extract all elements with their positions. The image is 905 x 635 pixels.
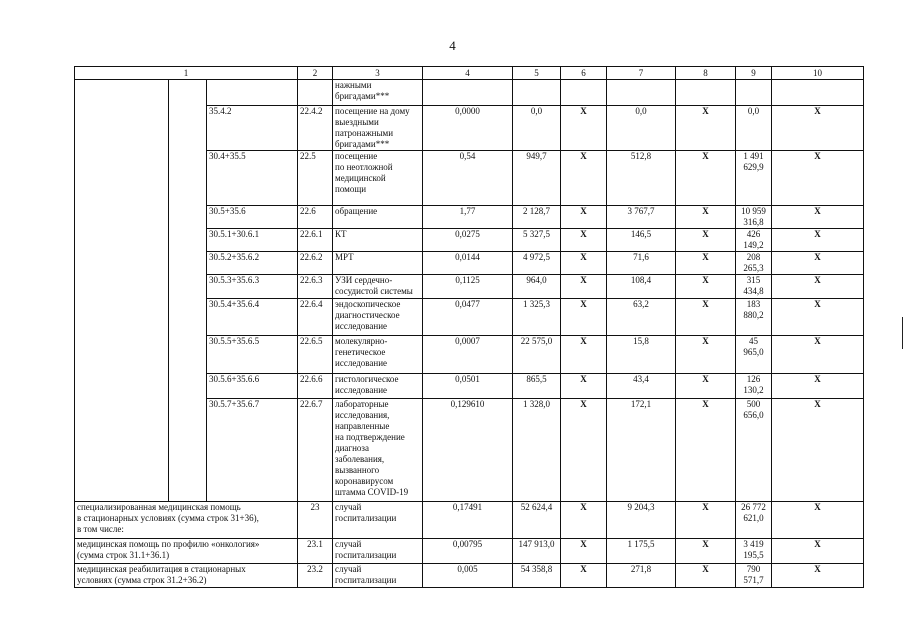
- summary-row-number: 23: [298, 502, 333, 539]
- summary-row: [75, 502, 864, 539]
- data-table: [74, 66, 864, 588]
- row-code: 30.5.7+35.6.7: [207, 399, 298, 502]
- cell-c5: 22 575,0: [513, 336, 561, 374]
- cell-c10: Х: [772, 275, 864, 299]
- row-code: 35.4.2: [207, 106, 298, 151]
- summary-cell-c10: Х: [772, 502, 864, 539]
- row-unit: нажными бригадами***: [333, 80, 423, 106]
- cell-c5: 2 128,7: [513, 206, 561, 229]
- row-code: 30.5.2+35.6.2: [207, 252, 298, 275]
- row-unit: МРТ: [333, 252, 423, 275]
- cell-c8: Х: [676, 206, 736, 229]
- summary-row-number: 23.2: [298, 564, 333, 588]
- row-code: 30.5.6+35.6.6: [207, 374, 298, 399]
- row-unit: УЗИ сердечно- сосудистой системы: [333, 275, 423, 299]
- cell-c6: Х: [561, 106, 607, 151]
- row-code: 30.5+35.6: [207, 206, 298, 229]
- cell-c5: 1 325,3: [513, 299, 561, 336]
- cell-c8: Х: [676, 399, 736, 502]
- cell-c10: Х: [772, 374, 864, 399]
- cell-c7: 146,5: [607, 229, 676, 252]
- header-col-6: 6: [561, 67, 607, 80]
- cell-c9: [736, 80, 772, 106]
- summary-row: [75, 539, 864, 564]
- summary-cell-c6: Х: [561, 539, 607, 564]
- summary-cell-c6: Х: [561, 564, 607, 588]
- cell-c8: Х: [676, 275, 736, 299]
- header-col-8: 8: [676, 67, 736, 80]
- cell-c4: [423, 80, 513, 106]
- row-number: 22.4.2: [298, 106, 333, 151]
- cell-c10: Х: [772, 299, 864, 336]
- cell-c4: 0,0000: [423, 106, 513, 151]
- summary-unit: случай госпитализации: [333, 502, 423, 539]
- cell-c8: [676, 80, 736, 106]
- row-code: 30.5.4+35.6.4: [207, 299, 298, 336]
- blank-cell: [169, 80, 207, 502]
- cell-c4: 0,0501: [423, 374, 513, 399]
- summary-cell-c7: 271,8: [607, 564, 676, 588]
- row-unit: КТ: [333, 229, 423, 252]
- scan-artifact-line: [902, 317, 903, 349]
- cell-c9: 183 880,2: [736, 299, 772, 336]
- row-number: 22.6.2: [298, 252, 333, 275]
- cell-c4: 0,0144: [423, 252, 513, 275]
- cell-c5: 1 328,0: [513, 399, 561, 502]
- row-unit: лабораторные исследования, направленные на подтверждение диагноза заболевания, вызванного коронавирусом штамма COVID-19: [333, 399, 423, 502]
- row-number: 22.6.1: [298, 229, 333, 252]
- cell-c5: [513, 80, 561, 106]
- summary-cell-c5: 52 624,4: [513, 502, 561, 539]
- header-col-1: 1: [75, 67, 298, 80]
- cell-c9: 208 265,3: [736, 252, 772, 275]
- row-code: 30.5.1+30.6.1: [207, 229, 298, 252]
- summary-row-number: 23.1: [298, 539, 333, 564]
- summary-cell-c9: 26 772 621,0: [736, 502, 772, 539]
- summary-cell-c8: Х: [676, 502, 736, 539]
- summary-cell-c9: 790 571,7: [736, 564, 772, 588]
- row-unit: обращение: [333, 206, 423, 229]
- header-col-10: 10: [772, 67, 864, 80]
- summary-unit: случай госпитализации: [333, 564, 423, 588]
- cell-c6: Х: [561, 229, 607, 252]
- cell-c10: Х: [772, 151, 864, 206]
- cell-c7: [607, 80, 676, 106]
- cell-c10: Х: [772, 229, 864, 252]
- cell-c4: 0,54: [423, 151, 513, 206]
- cell-c4: 0,129610: [423, 399, 513, 502]
- row-number: 22.6.3: [298, 275, 333, 299]
- header-col-7: 7: [607, 67, 676, 80]
- cell-c5: 865,5: [513, 374, 561, 399]
- summary-description: специализированная медицинская помощь в стационарных условиях (сумма строк 31+36), в том числе:: [75, 502, 298, 539]
- blank-cell: [75, 80, 169, 502]
- cell-c6: Х: [561, 275, 607, 299]
- row-code: 30.5.3+35.6.3: [207, 275, 298, 299]
- cell-c7: 3 767,7: [607, 206, 676, 229]
- cell-c5: 4 972,5: [513, 252, 561, 275]
- cell-c5: 5 327,5: [513, 229, 561, 252]
- summary-row: [75, 564, 864, 588]
- summary-cell-c9: 3 419 195,5: [736, 539, 772, 564]
- cell-c6: Х: [561, 252, 607, 275]
- cell-c9: 500 656,0: [736, 399, 772, 502]
- header-col-9: 9: [736, 67, 772, 80]
- summary-cell-c10: Х: [772, 564, 864, 588]
- cell-c6: Х: [561, 151, 607, 206]
- summary-description: медицинская реабилитация в стационарных условиях (сумма строк 31.2+36.2): [75, 564, 298, 588]
- row-number: 22.6.6: [298, 374, 333, 399]
- summary-cell-c5: 54 358,8: [513, 564, 561, 588]
- cell-c6: Х: [561, 206, 607, 229]
- row-code: [207, 80, 298, 106]
- cell-c10: Х: [772, 399, 864, 502]
- cell-c8: Х: [676, 374, 736, 399]
- row-unit: гистологическое исследование: [333, 374, 423, 399]
- cell-c8: Х: [676, 106, 736, 151]
- cell-c7: 63,2: [607, 299, 676, 336]
- cell-c5: 964,0: [513, 275, 561, 299]
- cell-c9: 45 965,0: [736, 336, 772, 374]
- summary-cell-c8: Х: [676, 539, 736, 564]
- row-unit: посещение по неотложной медицинской помощи: [333, 151, 423, 206]
- cell-c7: 108,4: [607, 275, 676, 299]
- cell-c5: 949,7: [513, 151, 561, 206]
- cell-c6: Х: [561, 299, 607, 336]
- cell-c9: 1 491 629,9: [736, 151, 772, 206]
- row-number: 22.6.4: [298, 299, 333, 336]
- cell-c4: 0,0477: [423, 299, 513, 336]
- cell-c6: [561, 80, 607, 106]
- cell-c7: 43,4: [607, 374, 676, 399]
- cell-c10: Х: [772, 206, 864, 229]
- row-unit: посещение на дому выездными патронажными бригадами***: [333, 106, 423, 151]
- header-row: [75, 67, 864, 80]
- cell-c4: 0,0007: [423, 336, 513, 374]
- cell-c7: 172,1: [607, 399, 676, 502]
- header-col-3: 3: [333, 67, 423, 80]
- row-unit: эндоскопическое диагностическое исследование: [333, 299, 423, 336]
- row-number: [298, 80, 333, 106]
- cell-c8: Х: [676, 151, 736, 206]
- row-unit: молекулярно- генетическое исследование: [333, 336, 423, 374]
- summary-cell-c4: 0,005: [423, 564, 513, 588]
- cell-c9: 10 959 316,8: [736, 206, 772, 229]
- summary-cell-c4: 0,00795: [423, 539, 513, 564]
- cell-c10: [772, 80, 864, 106]
- cell-c10: Х: [772, 252, 864, 275]
- summary-cell-c7: 9 204,3: [607, 502, 676, 539]
- summary-cell-c6: Х: [561, 502, 607, 539]
- cell-c9: 0,0: [736, 106, 772, 151]
- cell-c5: 0,0: [513, 106, 561, 151]
- row-code: 30.4+35.5: [207, 151, 298, 206]
- cell-c4: 0,0275: [423, 229, 513, 252]
- row-number: 22.5: [298, 151, 333, 206]
- cell-c10: Х: [772, 106, 864, 151]
- summary-cell-c10: Х: [772, 539, 864, 564]
- cell-c4: 1,77: [423, 206, 513, 229]
- cell-c7: 71,6: [607, 252, 676, 275]
- cell-c4: 0,1125: [423, 275, 513, 299]
- cell-c8: Х: [676, 229, 736, 252]
- cell-c8: Х: [676, 252, 736, 275]
- row-number: 22.6.7: [298, 399, 333, 502]
- cell-c6: Х: [561, 336, 607, 374]
- page-number: 4: [449, 38, 456, 53]
- cell-c8: Х: [676, 299, 736, 336]
- cell-c9: 126 130,2: [736, 374, 772, 399]
- header-col-4: 4: [423, 67, 513, 80]
- summary-cell-c7: 1 175,5: [607, 539, 676, 564]
- row-number: 22.6.5: [298, 336, 333, 374]
- cell-c6: Х: [561, 399, 607, 502]
- table-row: [75, 80, 864, 106]
- header-col-5: 5: [513, 67, 561, 80]
- cell-c8: Х: [676, 336, 736, 374]
- cell-c7: 15,8: [607, 336, 676, 374]
- header-col-2: 2: [298, 67, 333, 80]
- cell-c9: 426 149,2: [736, 229, 772, 252]
- row-code: 30.5.5+35.6.5: [207, 336, 298, 374]
- summary-cell-c5: 147 913,0: [513, 539, 561, 564]
- cell-c10: Х: [772, 336, 864, 374]
- summary-description: медицинская помощь по профилю «онкология» (сумма строк 31.1+36.1): [75, 539, 298, 564]
- summary-cell-c4: 0,17491: [423, 502, 513, 539]
- summary-cell-c8: Х: [676, 564, 736, 588]
- cell-c6: Х: [561, 374, 607, 399]
- summary-unit: случай госпитализации: [333, 539, 423, 564]
- cell-c7: 0,0: [607, 106, 676, 151]
- cell-c7: 512,8: [607, 151, 676, 206]
- row-number: 22.6: [298, 206, 333, 229]
- cell-c9: 315 434,8: [736, 275, 772, 299]
